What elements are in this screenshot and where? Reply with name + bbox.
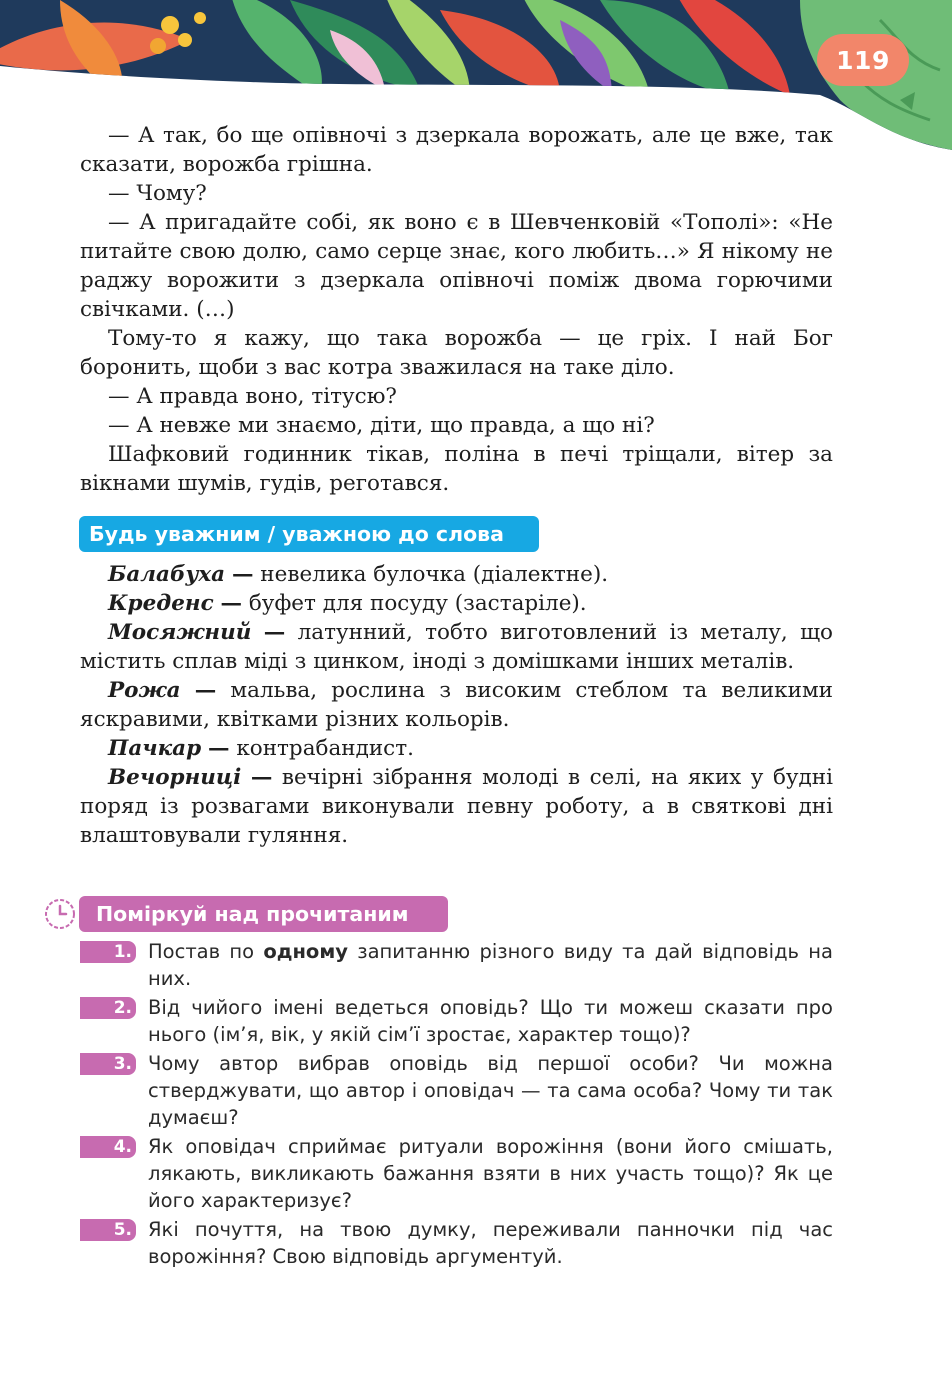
vocab-entry <box>80 763 833 850</box>
vocab-definition: буфет для посуду (застаріле). <box>248 591 587 616</box>
question-text-part: Постав по <box>148 940 264 963</box>
question-number: 3. <box>80 1053 136 1075</box>
think-section-title: Поміркуй над прочитаним <box>96 902 409 926</box>
question-text: Як оповідач сприймає ритуали ворожіння (вони його смішать, лякають, викликають бажання взяти в них участь тощо)? Як це його характеризує? <box>148 1135 833 1212</box>
question-item <box>80 938 833 992</box>
vocab-dash: — <box>231 562 254 587</box>
vocab-dash: — <box>220 591 243 616</box>
question-number: 5. <box>80 1219 136 1241</box>
story-paragraph: — А пригадайте собі, як воно є в Шевченковій «Тополі»: «Не питайте свою долю, само серце знає, кого любить…» Я нікому не раджу ворожити з дзеркала опівночі поміж двома горючими свічками. (…) <box>80 210 833 322</box>
vocab-definition: контрабандист. <box>236 736 414 761</box>
question-number: 2. <box>80 997 136 1019</box>
vocab-definition: мальва, рослина з високим стеблом та великими яскравими, квітками різних кольорів. <box>80 678 834 732</box>
vocab-term: Креденс <box>108 591 214 616</box>
question-number: 4. <box>80 1136 136 1158</box>
vocab-list <box>80 560 833 850</box>
vocab-entry <box>80 676 833 734</box>
vocab-dash: — <box>194 678 217 703</box>
page-number: 119 <box>836 45 890 75</box>
question-text: Від чийого імені ведеться оповідь? Що ти можеш сказати про нього (ім’я, вік, у якій сім’ї зростає, характер тощо)? <box>148 996 833 1046</box>
question-text-part: запитанню різного виду та дай відповідь на них. <box>148 940 833 990</box>
question-text: Чому автор вибрав оповідь від першої особи? Чи можна стверджувати, що автор і оповідач — та сама особа? Чому ти так думаєш? <box>148 1052 833 1129</box>
question-text: Які почуття, на твою думку, переживали панночки під час ворожіння? Свою відповідь аргументуй. <box>148 1218 833 1268</box>
question-number: 1. <box>80 941 136 963</box>
vocab-term: Вечорниці <box>108 765 242 790</box>
question-item <box>80 1216 833 1270</box>
vocab-entry <box>80 560 833 589</box>
story-paragraph: Шафковий годинник тікав, поліна в печі тріщали, вітер за вікнами шумів, гудів, реготався. <box>80 442 833 496</box>
vocab-section-header <box>79 516 539 552</box>
story-text <box>80 121 833 498</box>
vocab-definition: вечірні зібрання молоді в селі, на яких у будні поряд із розвагами виконували певну роботу, а в святкові дні влаштовували гуляння. <box>80 765 833 848</box>
clock-icon <box>43 897 77 931</box>
story-paragraph: — А так, бо ще опівночі з дзеркала ворожать, але це вже, так сказати, ворожба грішна. <box>80 123 833 177</box>
vocab-term: Пачкар <box>108 736 202 761</box>
vocab-entry <box>80 589 833 618</box>
vocab-term: Рожа <box>108 678 181 703</box>
question-emphasis: одному <box>263 940 348 963</box>
question-text <box>148 938 833 992</box>
vocab-dash: — <box>207 736 230 761</box>
questions-list <box>80 938 833 1272</box>
question-item <box>80 1050 833 1131</box>
vocab-entry <box>80 734 833 763</box>
vocab-dash: — <box>250 765 273 790</box>
question-item <box>80 994 833 1048</box>
vocab-term: Мосяжний <box>108 620 252 645</box>
think-section-header <box>79 896 448 932</box>
vocab-term: Балабуха <box>108 562 226 587</box>
story-paragraph: — Чому? <box>108 181 207 206</box>
vocab-entry <box>80 618 833 676</box>
story-paragraph: Тому-то я кажу, що така ворожба — це гріх. І най Бог боронить, щоби з вас котра зважилася на таке діло. <box>80 326 833 380</box>
vocab-definition: латунний, тобто виготовлений із металу, що містить сплав міді з цинком, іноді з домішками інших металів. <box>80 620 834 674</box>
vocab-dash: — <box>263 620 286 645</box>
vocab-section-title: Будь уважним / уважною до слова <box>89 522 504 546</box>
story-paragraph: — А правда воно, тітусю? <box>108 384 397 409</box>
question-item <box>80 1133 833 1214</box>
vocab-definition: невелика булочка (діалектне). <box>260 562 609 587</box>
page-number-badge <box>817 34 909 86</box>
story-paragraph: — А невже ми знаємо, діти, що правда, а що ні? <box>108 413 655 438</box>
